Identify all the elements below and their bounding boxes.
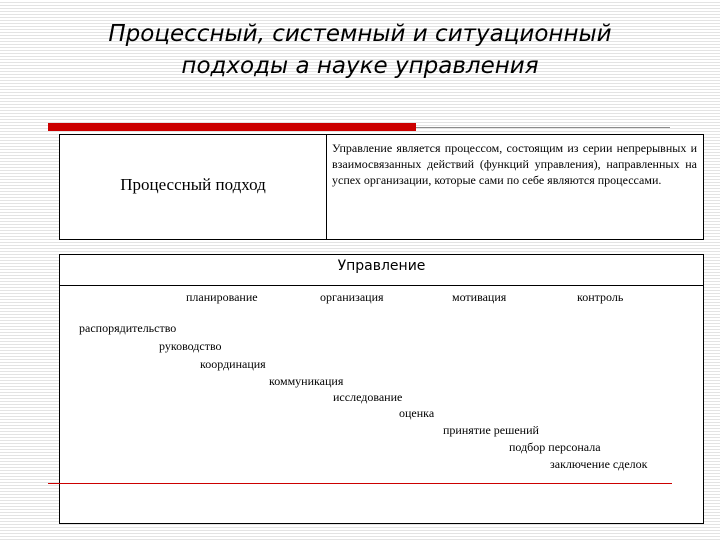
gray-divider-line (416, 127, 670, 128)
approach-name: Процессный подход (120, 175, 266, 194)
management-heading: Управление (337, 258, 426, 274)
linking-process-coordination: координация (200, 357, 266, 371)
red-accent-bar (48, 123, 416, 131)
linking-process-research: исследование (333, 390, 403, 404)
linking-process-decision-making: принятие решений (443, 423, 539, 437)
linking-process-deal-making: заключение сделок (550, 457, 648, 471)
function-organization: организация (320, 290, 384, 304)
slide-title (0, 18, 720, 82)
slide-title-line-2: подходы а науке управления (181, 53, 539, 79)
function-motivation: мотивация (452, 290, 507, 304)
function-planning: планирование (186, 290, 258, 304)
heading-separator (60, 285, 703, 286)
linking-process-communication: коммуникация (269, 374, 344, 388)
approach-definition: Управление является процессом, состоящим из серии непрерывных и взаимосвязанных действий (функций управления), направленных на успех организации, которые сами по себе являются процессами. (332, 141, 697, 187)
cell-divider (326, 135, 327, 239)
linking-process-leadership: руководство (159, 339, 222, 353)
slide-title-line-1: Процессный, системный и ситуационный (108, 21, 612, 47)
approach-definition-box (59, 134, 704, 240)
linking-process-direction: распорядительство (79, 321, 177, 335)
red-accent-line (48, 483, 672, 484)
linking-process-evaluation: оценка (399, 406, 435, 420)
function-control: контроль (577, 290, 624, 304)
linking-process-staffing: подбор персонала (509, 440, 601, 454)
